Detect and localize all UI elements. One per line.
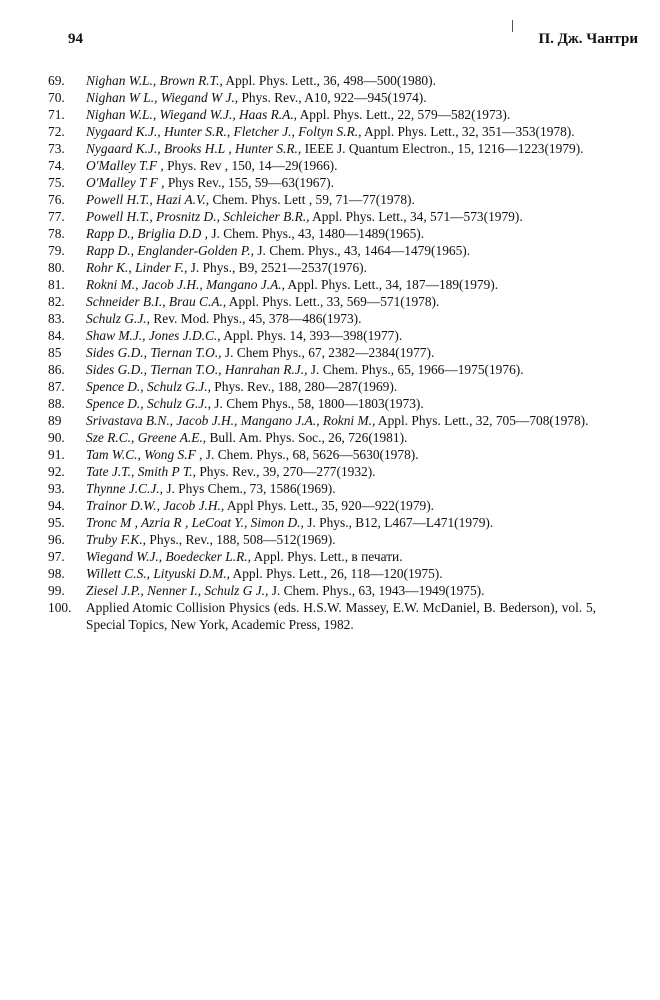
- reference-number: 76.: [48, 192, 65, 207]
- reference-text: [86, 140, 596, 157]
- reference-source: Appl. Phys. Lett., 32, 705—708(1978).: [375, 413, 589, 428]
- reference-list: [48, 72, 596, 633]
- reference-item: [48, 106, 596, 123]
- reference-item: [48, 327, 596, 344]
- reference-item: [48, 412, 596, 429]
- reference-item: [48, 174, 596, 191]
- reference-authors: Thynne J.C.J.,: [86, 481, 163, 496]
- reference-authors: Tate J.T., Smith P T.,: [86, 464, 196, 479]
- reference-source: Appl. Phys. Lett., 34, 571—573(1979).: [309, 209, 523, 224]
- reference-authors: Powell H.T., Prosnitz D., Schleicher B.R.,: [86, 209, 310, 224]
- reference-item: [48, 361, 596, 378]
- reference-text: [86, 480, 596, 497]
- reference-number: 90.: [48, 430, 65, 445]
- reference-item: [48, 259, 596, 276]
- reference-text: [86, 310, 596, 327]
- reference-authors: Ziesel J.P., Nenner I., Schulz G J.,: [86, 583, 269, 598]
- reference-item: [48, 548, 596, 565]
- reference-source: Appl. Phys. Lett., в печати.: [250, 549, 403, 564]
- reference-authors: Schulz G.J.,: [86, 311, 150, 326]
- reference-text: [86, 548, 596, 565]
- reference-source: Appl. Phys. Lett., 22, 579—582(1973).: [297, 107, 511, 122]
- reference-item: [48, 310, 596, 327]
- reference-text: [86, 276, 596, 293]
- reference-item: [48, 446, 596, 463]
- reference-text: [86, 327, 596, 344]
- reference-source: Rev. Mod. Phys., 45, 378—486(1973).: [149, 311, 362, 326]
- reference-text: [86, 72, 596, 89]
- reference-source: J. Phys., B12, L467—L471(1979).: [303, 515, 494, 530]
- reference-source: Appl. Phys. Lett., 26, 118—120(1975).: [229, 566, 443, 581]
- reference-text: [86, 208, 596, 225]
- reference-number: 83.: [48, 311, 65, 326]
- reference-text: [86, 395, 596, 412]
- running-head: П. Дж. Чантри: [538, 31, 638, 47]
- reference-source: J. Chem. Phys., 43, 1464—1479(1965).: [253, 243, 471, 258]
- reference-source: Appl. Phys. Lett., 32, 351—353(1978).: [361, 124, 575, 139]
- reference-authors: Rapp D., Briglia D.D ,: [86, 226, 208, 241]
- reference-authors: Powell H.T., Hazi A.V.,: [86, 192, 210, 207]
- page-number: 94: [68, 31, 83, 47]
- reference-text: [86, 157, 596, 174]
- reference-authors: Truby F.K.,: [86, 532, 147, 547]
- reference-item: [48, 463, 596, 480]
- reference-authors: Schneider B.I., Brau C.A.,: [86, 294, 227, 309]
- reference-item: [48, 480, 596, 497]
- reference-number: 98.: [48, 566, 65, 581]
- reference-text: [86, 497, 596, 514]
- reference-number: 73.: [48, 141, 65, 156]
- reference-number: 82.: [48, 294, 65, 309]
- reference-number: 77.: [48, 209, 65, 224]
- reference-authors: Shaw M.J., Jones J.D.C.,: [86, 328, 221, 343]
- reference-authors: Sides G.D., Tiernan T.O., Hanrahan R.J.,: [86, 362, 308, 377]
- reference-source: J. Chem Phys., 67, 2382—2384(1977).: [221, 345, 435, 360]
- reference-item: [48, 599, 596, 633]
- reference-item: [48, 157, 596, 174]
- reference-source: IEEE J. Quantum Electron., 15, 1216—1223(1979).: [301, 141, 584, 156]
- reference-text: [86, 106, 596, 123]
- reference-item: [48, 191, 596, 208]
- reference-item: [48, 123, 596, 140]
- reference-item: [48, 242, 596, 259]
- reference-source: Appl. Phys. Lett., 36, 498—500(1980).: [222, 73, 436, 88]
- reference-text: [86, 514, 596, 531]
- reference-number: 79.: [48, 243, 65, 258]
- reference-number: 88.: [48, 396, 65, 411]
- reference-number: 93.: [48, 481, 65, 496]
- reference-source: J. Chem. Phys., 65, 1966—1975(1976).: [307, 362, 524, 377]
- reference-number: 95.: [48, 515, 65, 530]
- reference-item: [48, 514, 596, 531]
- reference-number: 84.: [48, 328, 65, 343]
- reference-item: [48, 531, 596, 548]
- reference-number: 89: [48, 413, 62, 428]
- reference-source: Appl. Phys. Lett., 34, 187—189(1979).: [284, 277, 499, 292]
- reference-source: Phys. Rev., 188, 280—287(1969).: [210, 379, 398, 394]
- reference-authors: Rohr K., Linder F.,: [86, 260, 188, 275]
- reference-number: 78.: [48, 226, 65, 241]
- reference-source: Appl Phys. Lett., 35, 920—922(1979).: [224, 498, 435, 513]
- reference-text: [86, 293, 596, 310]
- reference-source: Phys. Rev., A10, 922—945(1974).: [238, 90, 427, 105]
- reference-text: [86, 531, 596, 548]
- reference-number: 75.: [48, 175, 65, 190]
- reference-authors: Trainor D.W., Jacob J.H.,: [86, 498, 225, 513]
- reference-source: Phys. Rev., 39, 270—277(1932).: [196, 464, 376, 479]
- reference-source: J. Phys., B9, 2521—2537(1976).: [187, 260, 367, 275]
- reference-authors: Nygaard K.J., Hunter S.R., Fletcher J., Foltyn S.R.,: [86, 124, 362, 139]
- reference-source: Applied Atomic Collision Physics (eds. H.S.W. Massey, E.W. McDaniel, B. Bederson), vol. 5, Special Topics, New York, Academic Press, 1982.: [86, 600, 596, 632]
- reference-source: J. Chem. Phys., 43, 1480—1489(1965).: [208, 226, 425, 241]
- reference-text: [86, 344, 596, 361]
- reference-item: [48, 378, 596, 395]
- reference-number: 96.: [48, 532, 65, 547]
- reference-source: Appl. Phys. Lett., 33, 569—571(1978).: [226, 294, 440, 309]
- reference-text: [86, 242, 596, 259]
- reference-authors: Srivastava B.N., Jacob J.H., Mangano J.A., Rokni M.,: [86, 413, 376, 428]
- reference-number: 69.: [48, 73, 65, 88]
- reference-authors: Tam W.C., Wong S.F ,: [86, 447, 203, 462]
- reference-source: Chem. Phys. Lett , 59, 71—77(1978).: [209, 192, 415, 207]
- reference-number: 70.: [48, 90, 65, 105]
- reference-authors: Nighan W.L., Brown R.T.,: [86, 73, 223, 88]
- reference-number: 87.: [48, 379, 65, 394]
- reference-text: [86, 259, 596, 276]
- reference-item: [48, 276, 596, 293]
- reference-source: Phys. Rev , 150, 14—29(1966).: [163, 158, 338, 173]
- reference-number: 99.: [48, 583, 65, 598]
- reference-authors: Willett C.S., Lityuski D.M.,: [86, 566, 230, 581]
- reference-number: 91.: [48, 447, 65, 462]
- reference-authors: Nighan W.L., Wiegand W.J., Haas R.A.,: [86, 107, 298, 122]
- reference-number: 94.: [48, 498, 65, 513]
- reference-number: 92.: [48, 464, 65, 479]
- reference-text: [86, 582, 596, 599]
- reference-text: [86, 599, 596, 633]
- reference-item: [48, 72, 596, 89]
- reference-text: [86, 361, 596, 378]
- reference-authors: Rokni M., Jacob J.H., Mangano J.A.,: [86, 277, 285, 292]
- reference-source: Bull. Am. Phys. Soc., 26, 726(1981).: [206, 430, 408, 445]
- reference-source: J. Chem Phys., 58, 1800—1803(1973).: [210, 396, 424, 411]
- reference-number: 72.: [48, 124, 65, 139]
- reference-authors: O'Malley T F ,: [86, 175, 165, 190]
- reference-authors: Spence D., Schulz G.J.,: [86, 379, 211, 394]
- reference-item: [48, 140, 596, 157]
- reference-item: [48, 429, 596, 446]
- reference-authors: Rapp D., Englander-Golden P.,: [86, 243, 254, 258]
- reference-text: [86, 378, 596, 395]
- reference-source: J. Chem. Phys., 68, 5626—5630(1978).: [202, 447, 419, 462]
- reference-source: Phys., Rev., 188, 508—512(1969).: [146, 532, 336, 547]
- reference-number: 71.: [48, 107, 65, 122]
- reference-item: [48, 497, 596, 514]
- reference-authors: Spence D., Schulz G.J.,: [86, 396, 211, 411]
- reference-item: [48, 293, 596, 310]
- reference-text: [86, 191, 596, 208]
- reference-text: [86, 463, 596, 480]
- reference-number: 86.: [48, 362, 65, 377]
- reference-number: 97.: [48, 549, 65, 564]
- reference-authors: Wiegand W.J., Boedecker L.R.,: [86, 549, 251, 564]
- reference-item: [48, 582, 596, 599]
- reference-authors: Nygaard K.J., Brooks H.L , Hunter S.R.,: [86, 141, 302, 156]
- reference-text: [86, 565, 596, 582]
- reference-item: [48, 565, 596, 582]
- reference-source: Appl. Phys. 14, 393—398(1977).: [220, 328, 403, 343]
- reference-source: Phys Rev., 155, 59—63(1967).: [164, 175, 334, 190]
- reference-source: J. Chem. Phys., 63, 1943—1949(1975).: [268, 583, 485, 598]
- reference-number: 100.: [48, 600, 72, 615]
- reference-authors: Sze R.C., Greene A.E.,: [86, 430, 207, 445]
- reference-authors: Tronc M , Azria R , LeCoat Y., Simon D.,: [86, 515, 304, 530]
- reference-item: [48, 225, 596, 242]
- reference-authors: Sides G.D., Tiernan T.O.,: [86, 345, 222, 360]
- reference-authors: O'Malley T.F ,: [86, 158, 164, 173]
- reference-text: [86, 225, 596, 242]
- reference-authors: Nighan W L., Wiegand W J.,: [86, 90, 239, 105]
- reference-item: [48, 395, 596, 412]
- head-mark: [512, 20, 513, 32]
- reference-text: [86, 89, 596, 106]
- reference-number: 85: [48, 345, 62, 360]
- reference-number: 74.: [48, 158, 65, 173]
- reference-number: 80.: [48, 260, 65, 275]
- reference-text: [86, 429, 596, 446]
- reference-item: [48, 208, 596, 225]
- reference-item: [48, 89, 596, 106]
- reference-text: [86, 412, 596, 429]
- reference-text: [86, 174, 596, 191]
- reference-text: [86, 446, 596, 463]
- reference-item: [48, 344, 596, 361]
- reference-number: 81.: [48, 277, 65, 292]
- reference-source: J. Phys Chem., 73, 1586(1969).: [162, 481, 336, 496]
- reference-text: [86, 123, 596, 140]
